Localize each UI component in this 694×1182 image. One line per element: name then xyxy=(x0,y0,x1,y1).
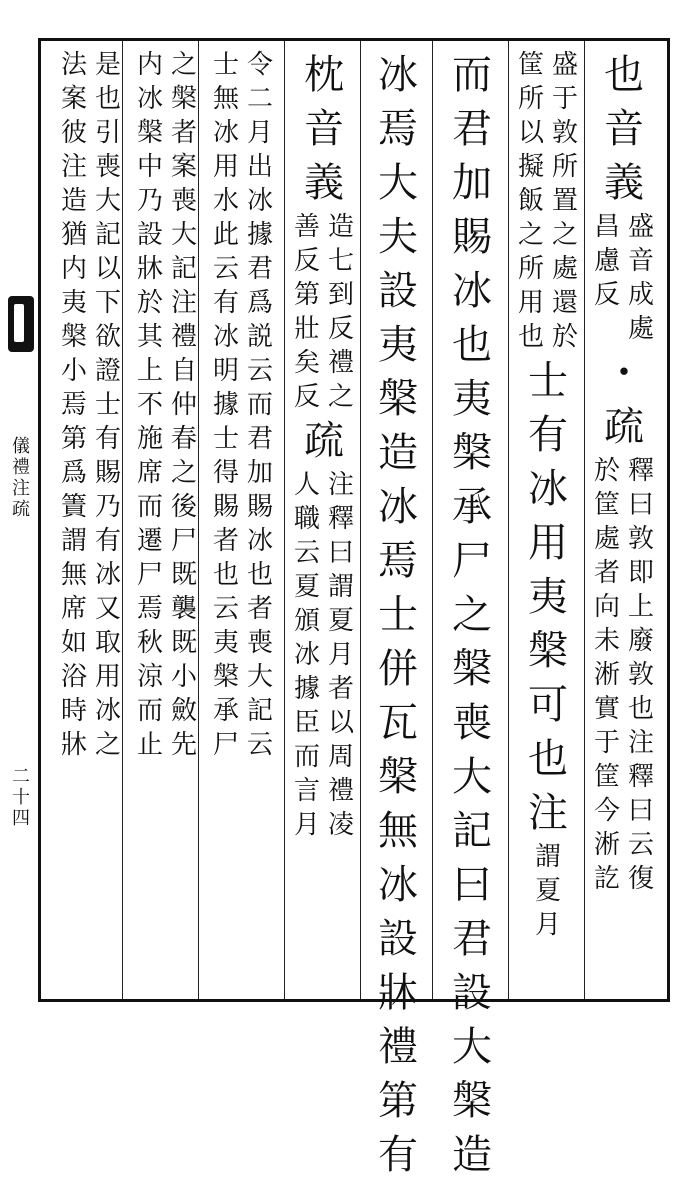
text-column-1 xyxy=(588,48,660,896)
column-rule xyxy=(508,41,509,999)
column-rule xyxy=(584,41,585,999)
page-number: 二 十 四 xyxy=(12,766,30,829)
column-rule xyxy=(360,41,361,999)
commentary-pair xyxy=(533,840,563,942)
commentary-line: 之 槃 者 案 喪 大 記 注 禮 自 仲 春 之 後 尸 既 襲 既 小 斂 先 xyxy=(170,50,197,760)
book-title: 儀 禮 注 疏 xyxy=(12,436,30,520)
commentary-line: 於 筐 處 者 向 未 淅 實 于 筐 今 淅 訖 xyxy=(593,456,620,894)
column-rule xyxy=(432,41,433,999)
commentary-line: 人 職 云 夏 頒 冰 據 臣 而 言 月 xyxy=(293,470,320,840)
commentary-pair xyxy=(592,454,656,896)
text-column-4 xyxy=(364,48,432,1182)
main-text: 也 音 義 xyxy=(604,52,644,206)
text-column-5 xyxy=(288,48,360,842)
commentary-pair xyxy=(592,210,656,346)
main-text: 士 有 冰 用 夷 槃 可 也 注 xyxy=(528,358,568,836)
fishtail-mark-icon xyxy=(8,296,34,352)
commentary-pair xyxy=(292,468,356,842)
commentary-line: 善 反 第 壯 矣 反 xyxy=(293,212,320,412)
commentary-line: 昌 慮 反 xyxy=(593,212,620,310)
text-column-6 xyxy=(202,48,284,762)
commentary-line: 盛 音 成 處 xyxy=(627,212,654,344)
text-column-8 xyxy=(50,48,132,762)
main-text: ・ 疏 xyxy=(604,350,644,450)
fore-edge-gutter xyxy=(6,296,36,996)
main-text: 冰 焉 大 夫 設 夷 槃 造 冰 焉 士 併 瓦 槃 無 冰 設 牀 禮 第 有 xyxy=(378,52,418,1178)
commentary-pair xyxy=(292,210,356,414)
text-column-2 xyxy=(512,48,584,942)
commentary-line: 注 釋 曰 謂 夏 月 者 以 周 禮 凌 xyxy=(327,470,354,840)
main-text: 疏 xyxy=(304,418,344,464)
commentary-line: 内 冰 槃 中 乃 設 牀 於 其 上 不 施 席 而 遷 尸 焉 秋 涼 而 止 xyxy=(136,50,163,760)
text-column-3 xyxy=(436,48,508,1182)
commentary-line: 釋 曰 敦 即 上 廢 敦 也 注 釋 曰 云 復 xyxy=(627,456,654,894)
column-rule xyxy=(284,41,285,999)
commentary-pair xyxy=(211,48,275,762)
main-text: 枕 音 義 xyxy=(304,52,344,206)
commentary-line: 士 無 冰 用 水 此 云 有 冰 明 據 士 得 賜 者 也 云 夷 槃 承 尸 xyxy=(212,50,239,760)
main-text: 而 君 加 賜 冰 也 夷 槃 承 尸 之 槃 喪 大 記 曰 君 設 大 槃 造 xyxy=(452,52,492,1178)
commentary-pair xyxy=(59,48,123,762)
commentary-line: 盛 于 敦 所 置 之 處 還 於 xyxy=(551,50,578,352)
commentary-pair xyxy=(516,48,580,354)
commentary-line: 法 案 彼 注 造 猶 内 夷 槃 小 焉 第 爲 簀 謂 無 席 如 浴 時 牀 xyxy=(60,50,87,760)
text-column-7 xyxy=(126,48,208,762)
commentary-line: 是 也 引 喪 大 記 以 下 欲 證 士 有 賜 乃 有 冰 又 取 用 冰 之 xyxy=(94,50,121,760)
commentary-line: 令 二 月 出 冰 據 君 爲 説 云 而 君 加 賜 冰 也 者 喪 大 記 云 xyxy=(246,50,273,760)
commentary-line: 筐 所 以 擬 飯 之 所 用 也 xyxy=(517,50,544,352)
commentary-pair xyxy=(135,48,199,762)
commentary-line: 造 七 到 反 禮 之 xyxy=(327,212,354,412)
commentary-line: 謂 夏 月 xyxy=(534,842,561,940)
